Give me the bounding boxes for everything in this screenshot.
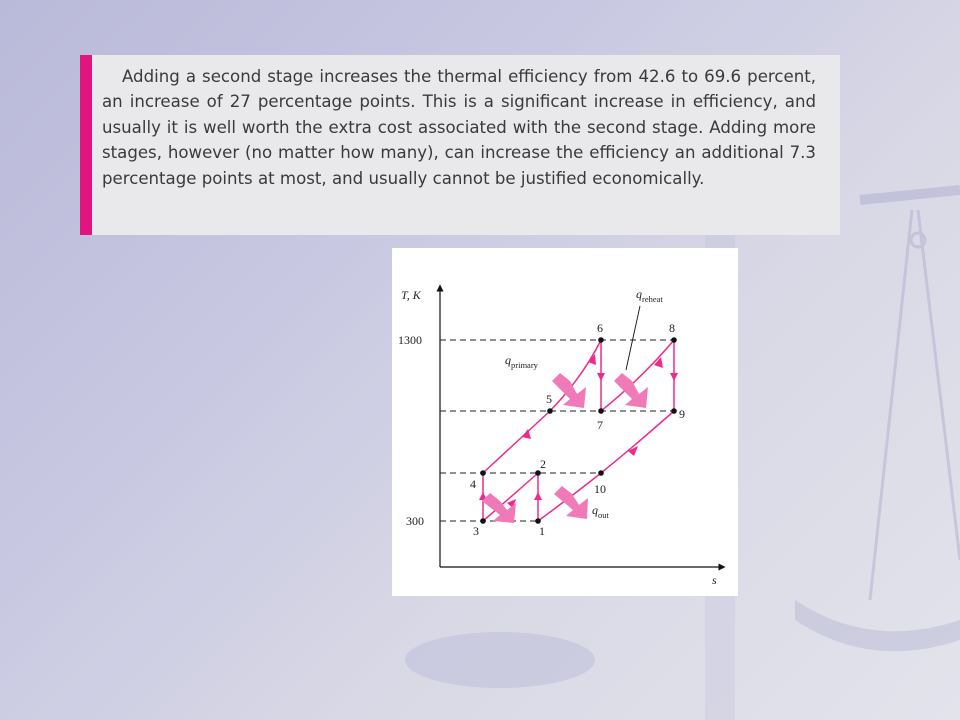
- text-card: [80, 55, 840, 235]
- point-label-3: 3: [473, 524, 479, 538]
- ts-diagram: [392, 248, 738, 596]
- point-label-2: 2: [540, 457, 546, 471]
- point-label-8: 8: [669, 321, 675, 335]
- q-out-label: $q_{out}$: [592, 503, 609, 520]
- x-axis-label: s: [712, 573, 717, 587]
- state-point-6: [598, 337, 604, 343]
- arrow-1-2: [534, 492, 542, 500]
- heat-arrow-out: [554, 486, 588, 519]
- state-point-1: [535, 518, 541, 524]
- point-label-1: 1: [539, 524, 545, 538]
- state-point-7: [598, 408, 604, 414]
- q-reheat-label: $q_{reheat}$: [636, 287, 663, 304]
- state-point-4: [480, 470, 486, 476]
- arrow-8-9: [670, 373, 678, 381]
- arrow-7-8: [654, 357, 663, 368]
- point-label-6: 6: [597, 321, 603, 335]
- arrow-6-7: [597, 373, 605, 381]
- q-reheat-leader-line: [626, 306, 640, 370]
- state-point-10: [598, 470, 604, 476]
- arrow-9-10: [628, 446, 638, 456]
- state-point-9: [671, 408, 677, 414]
- ts-diagram-figure: [392, 248, 738, 596]
- state-point-5: [547, 408, 553, 414]
- tick-label-1300: 1300: [398, 333, 422, 347]
- state-point-8: [671, 337, 677, 343]
- point-label-10: 10: [594, 482, 606, 496]
- process-9-10: [601, 411, 674, 473]
- point-label-4: 4: [470, 477, 476, 491]
- point-label-9: 9: [679, 407, 685, 421]
- y-axis-label: T, K: [401, 288, 421, 302]
- state-point-2: [535, 470, 541, 476]
- tick-label-300: 300: [406, 514, 424, 528]
- state-point-3: [480, 518, 486, 524]
- heat-arrow-reheat: [614, 373, 648, 408]
- efficiency-paragraph: Adding a second stage increases the thermal efficiency from 42.6 to 69.6 percent, an increase of 27 percentage points. This is a significant increase in efficiency, and usually it is well worth the extra cost associated with the second stage. Adding more stages, however (no matter how many), can increase the efficiency an additional 7.3 percentage points at most, and usually cannot be justified economically.: [102, 67, 816, 188]
- point-label-5: 5: [546, 392, 552, 406]
- q-primary-label: $q_{primary}$: [505, 353, 538, 370]
- point-label-7: 7: [597, 418, 603, 432]
